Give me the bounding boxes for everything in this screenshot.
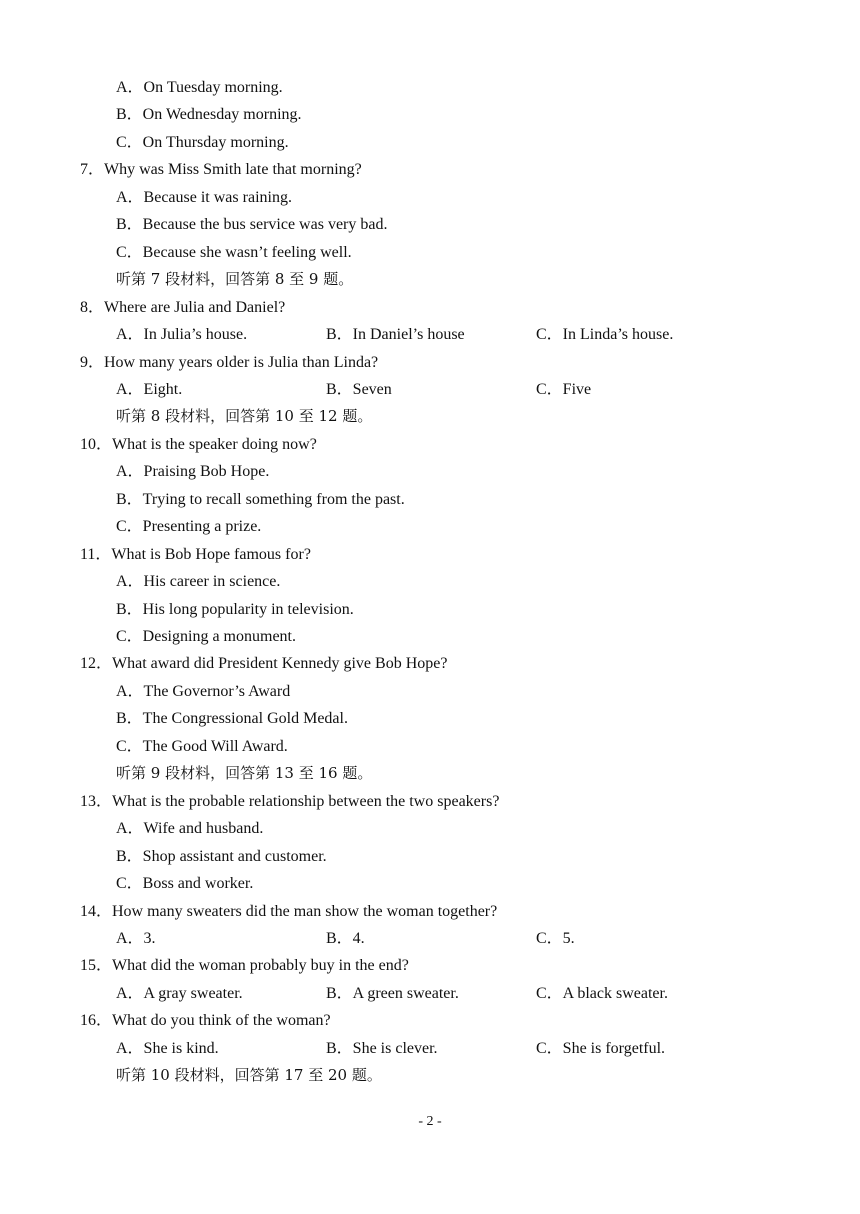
section-instruction: 听第 8 段材料，回答第 10 至 12 题。 (116, 407, 373, 426)
answer-option: A．His career in science. (116, 573, 281, 591)
question-text: 16．What do you think of the woman? (80, 1012, 331, 1030)
answer-option: B．Shop assistant and customer. (116, 847, 327, 865)
answer-option: A．Because it was raining. (116, 188, 292, 206)
answer-option: C．The Good Will Award. (116, 737, 288, 755)
question-text: 14．How many sweaters did the man show the woman together? (80, 902, 498, 920)
answer-option: B．In Daniel’s house (326, 326, 465, 344)
question-text: 12．What award did President Kennedy give Bob Hope? (80, 655, 448, 673)
question-text: 7．Why was Miss Smith late that morning? (80, 161, 362, 179)
answer-option: B．She is clever. (326, 1039, 438, 1057)
answer-option: B．Trying to recall something from the past. (116, 490, 405, 508)
answer-option: C．Five (536, 380, 592, 398)
answer-option: C．In Linda’s house. (536, 326, 674, 344)
section-instruction: 听第 9 段材料，回答第 13 至 16 题。 (116, 764, 373, 783)
answer-option: A．In Julia’s house. (116, 326, 248, 344)
answer-option: A．Eight. (116, 380, 183, 398)
answer-option: C．5. (536, 929, 575, 947)
section-instruction: 听第 10 段材料，回答第 17 至 20 题。 (116, 1066, 382, 1085)
answer-option: C．Because she wasn’t feeling well. (116, 243, 352, 261)
answer-option: A．On Tuesday morning. (116, 79, 283, 96)
answer-option: A．She is kind. (116, 1039, 219, 1057)
question-text: 10．What is the speaker doing now? (80, 435, 317, 453)
answer-option: B．Seven (326, 380, 392, 398)
answer-option: B．A green sweater. (326, 984, 459, 1002)
answer-option: A．Wife and husband. (116, 820, 264, 838)
question-text: 15．What did the woman probably buy in the end? (80, 957, 409, 975)
option-row (0, 980, 860, 1007)
section-instruction: 听第 7 段材料，回答第 8 至 9 题。 (116, 270, 354, 289)
answer-option: C．A black sweater. (536, 984, 668, 1002)
option-row (0, 925, 860, 952)
answer-option: A．Praising Bob Hope. (116, 463, 270, 481)
answer-option: A．3. (116, 929, 156, 947)
answer-option: C．Designing a monument. (116, 628, 296, 645)
question-text: 8．Where are Julia and Daniel? (80, 298, 286, 316)
answer-option: A．A gray sweater. (116, 984, 243, 1002)
option-row (0, 321, 860, 348)
answer-option: B．His long popularity in television. (116, 600, 354, 618)
page-number: - 2 - (418, 1114, 442, 1129)
answer-option: A．The Governor’s Award (116, 682, 291, 700)
option-row (0, 1035, 860, 1062)
question-text: 9．How many years older is Julia than Linda? (80, 353, 379, 371)
answer-option: C．Boss and worker. (116, 875, 254, 893)
answer-option: C．On Thursday morning. (116, 133, 289, 151)
answer-option: C．She is forgetful. (536, 1039, 666, 1057)
question-text: 13．What is the probable relationship between the two speakers? (80, 792, 500, 810)
answer-option: B．Because the bus service was very bad. (116, 216, 388, 234)
answer-option: B．On Wednesday morning. (116, 106, 302, 124)
answer-option: C．Presenting a prize. (116, 518, 262, 536)
option-row (0, 376, 860, 403)
question-text: 11．What is Bob Hope famous for? (80, 545, 311, 563)
answer-option: B．The Congressional Gold Medal. (116, 710, 348, 728)
answer-option: B．4. (326, 929, 365, 947)
